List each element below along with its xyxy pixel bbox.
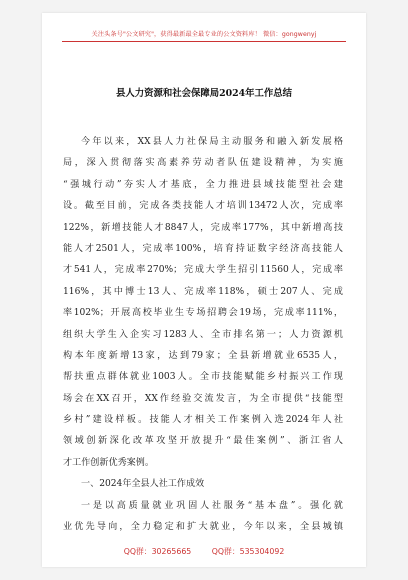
paragraph-line: 帮扶重点群体就业1003人。全市技能赋能乡村振兴工作现 [63,372,343,383]
paragraph-line: 116%，其中博士13人、完成率118%，硕士207人、完成 [63,286,343,297]
page-footer [42,546,366,557]
paragraph-line: 局，深入贯彻落实高素养劳动者队伍建设精神，为实施 [63,158,343,169]
paragraph-line: 设。截至目前，完成各类技能人才培训13472人次，完成率 [63,201,343,212]
footer-qq-group-2: QQ群：535304092 [211,547,285,556]
paragraph-line: 业优先导向，全力稳定和扩大就业，今年以来，全县城镇 [63,522,343,533]
document-page [42,13,366,567]
paragraph-line: 才工作创新优秀案例。 [63,457,154,468]
paragraph-line: 构本年度新增13家，达到79家；全县新增就业6535人， [63,350,343,361]
paragraph-line: 场会在XX召开，XX作经验交流发言，为全市提供“技能型 [63,393,343,404]
paragraph-line: 能人才2501人，完成率100%，培育持证数字经济高技能人 [63,243,343,254]
header-divider [62,41,346,42]
paragraph-line: 乡村”建设样板。技能人才相关工作案例入选2024年人社 [63,415,343,426]
paragraph-line: 一是以高质量就业巩固人社服务“基本盘”。强化就 [81,500,343,511]
paragraph-line: 领域创新深化改革攻坚开放提升“最佳案例”、浙江省人 [63,436,343,447]
section-heading: 一、2024年全县人社工作成效 [81,479,205,490]
page-header: 关注头条号"公文研究"，获得最新最全最专业的公文资料库！ 微信：gongwenyj [91,31,317,38]
paragraph-line: 才541人，完成率270%；完成大学生招引11560人，完成率 [63,265,343,276]
document-body [63,132,343,538]
document-title: 县人力资源和社会保障局2024年工作总结 [115,88,293,99]
paragraph-line: 122%，新增技能人才8847人，完成率177%，其中新增高技 [63,222,343,233]
paragraph-line: 率102%；开展高校毕业生专场招聘会19场，完成率111%， [63,308,343,319]
paragraph-line: 今年以来，XX县人力社保局主动服务和融入新发展格 [81,137,343,147]
paragraph-line: “强城行动”夯实人才基底，全力推进县域技能型社会建 [63,179,343,190]
footer-qq-group-1: QQ群：30265665 [123,547,192,556]
paragraph-line: 组织大学生入企实习1283人、全市排名第一；人力资源机 [63,329,343,340]
